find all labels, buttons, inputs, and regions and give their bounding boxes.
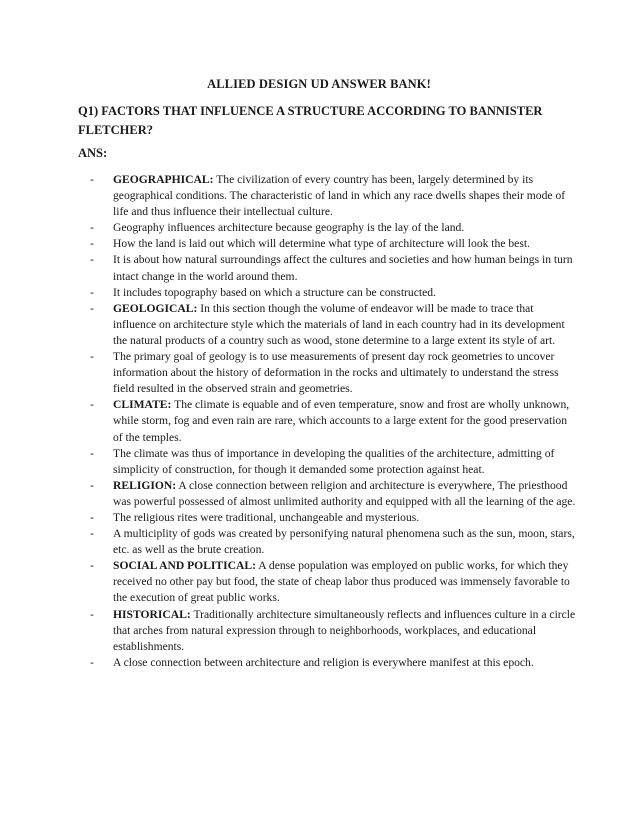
bullet-text: Geography influences architecture because geography is the lay of the land. <box>113 221 465 235</box>
bullet-item <box>78 446 578 478</box>
bullet-heading: RELIGION: <box>113 478 177 492</box>
bullet-item <box>78 236 578 252</box>
bullet-item <box>78 558 578 606</box>
bullet-heading: GEOGRAPHICAL: <box>113 173 214 186</box>
bullet-heading: GEOLOGICAL: <box>113 301 198 315</box>
bullet-text: The climate is equable and of even temperature, snow and frost are wholly unknown, while storm, fog and even rain are rare, which accounts to a large extent for the good preservation of the temples. <box>113 398 570 444</box>
bullet-item <box>78 172 578 220</box>
bullet-text: The religious rites were traditional, unchangeable and mysterious. <box>113 510 420 524</box>
bullet-text: The civilization of every country has been, largely determined by its geographical conditions. The characteristic of land in which any race dwells shapes their mode of life and thus influence their intellectual culture. <box>113 173 566 219</box>
bullet-item <box>78 478 578 510</box>
bullet-item <box>78 301 578 349</box>
bullet-item <box>78 397 578 445</box>
bullet-item <box>78 510 578 526</box>
bullet-text: The climate was thus of importance in developing the qualities of the architecture, admitting of simplicity of construction, for though it demanded some protection against heat. <box>113 446 555 476</box>
bullet-item <box>78 349 578 397</box>
bullet-text: How the land is laid out which will determine what type of architecture will look the best. <box>113 237 530 251</box>
bullet-item <box>78 655 578 671</box>
bullet-text: It is about how natural surroundings affect the cultures and societies and how human beings in turn intact change in the world around them. <box>113 253 573 283</box>
bullet-item <box>78 285 578 301</box>
bullet-item <box>78 607 578 655</box>
answer-label: ANS: <box>78 146 108 160</box>
question-heading: Q1) FACTORS THAT INFLUENCE A STRUCTURE ACCORDING TO BANNISTER FLETCHER? <box>78 104 543 137</box>
bullet-item <box>78 220 578 236</box>
bullet-text: A close connection between religion and architecture is everywhere, The priesthood was powerful possessed of almost unlimited authority and equipped with all the learning of the age. <box>113 478 576 508</box>
bullet-heading: SOCIAL AND POLITICAL: <box>113 559 257 573</box>
bullet-heading: CLIMATE: <box>113 398 172 412</box>
bullet-text: Traditionally architecture simultaneously reflects and influences culture in a circle that arches from natural expression through to neighborhoods, workplaces, and educational establishments. <box>113 607 576 653</box>
document-title: ALLIED DESIGN UD ANSWER BANK! <box>207 77 431 91</box>
answer-bullet-list <box>78 172 578 671</box>
bullet-text: A multiciplity of gods was created by personifying natural phenomena such as the sun, moon, stars, etc. as well as the brute creation. <box>113 527 575 557</box>
bullet-item <box>78 252 578 284</box>
bullet-text: The primary goal of geology is to use measurements of present day rock geometries to uncover information about the history of deformation in the rocks and ultimately to understand the stress field resulted in the observed strain and geometries. <box>113 350 559 396</box>
bullet-text: A dense population was employed on public works, for which they received no other pay but food, the state of cheap labor thus produced was immensely favorable to the execution of great public works. <box>113 559 570 605</box>
bullet-text: It includes topography based on which a structure can be constructed. <box>113 285 436 299</box>
bullet-heading: HISTORICAL: <box>113 607 191 621</box>
bullet-item <box>78 526 578 558</box>
bullet-text: A close connection between architecture and religion is everywhere manifest at this epoch. <box>113 655 534 669</box>
bullet-text: In this section though the volume of endeavor will be made to trace that influence on architecture style which the materials of land in each country had in its development the natural products of a country such as wood, stone determine to a large extent its style of art. <box>113 301 565 347</box>
